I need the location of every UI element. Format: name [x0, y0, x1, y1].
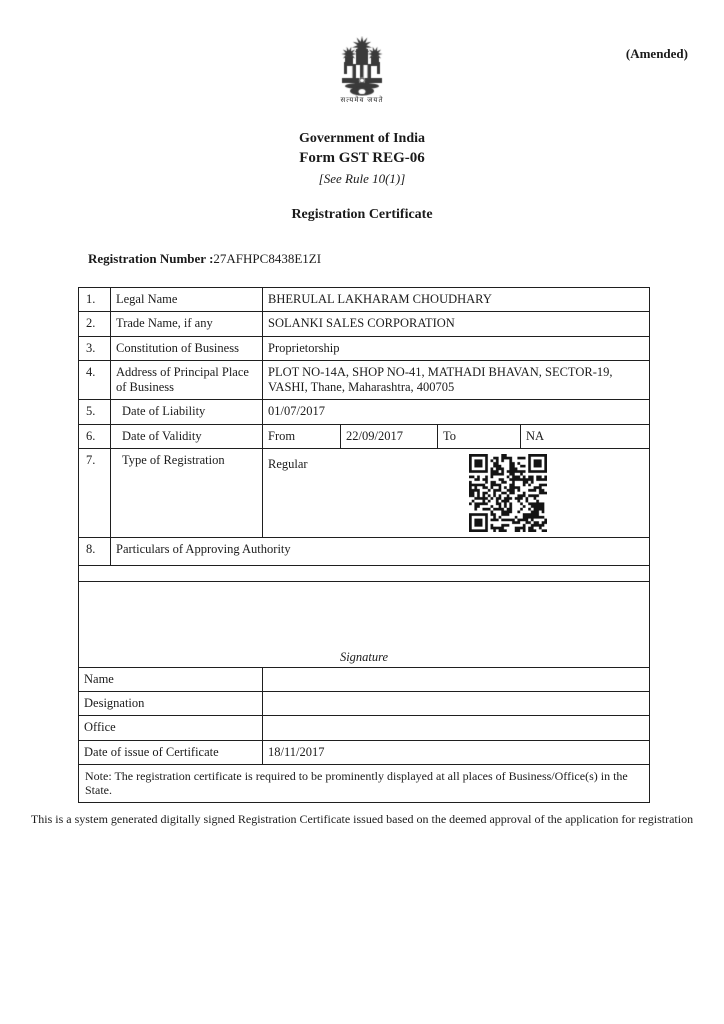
header-government-of-india: Government of India	[299, 131, 425, 146]
signatory-value: 18/11/2017	[263, 740, 650, 764]
validity-to-value: NA	[521, 424, 650, 448]
footer-disclaimer: This is a system generated digitally signed Registration Certificate issued based on the deemed approval of the application for registration	[30, 812, 694, 826]
registration-number-line	[88, 251, 321, 267]
row-serial: 1.	[79, 288, 111, 312]
table-row-empty	[79, 565, 650, 581]
row-label: Constitution of Business	[111, 336, 263, 360]
signatory-value	[263, 692, 650, 716]
row-value	[263, 448, 650, 537]
table-row-approving-authority	[79, 537, 650, 565]
signatory-label: Name	[79, 667, 263, 691]
registration-type-value: Regular	[268, 456, 308, 471]
row-label: Address of Principal Place of Business	[111, 360, 263, 400]
signatory-label: Office	[79, 716, 263, 740]
table-row-trade-name	[79, 312, 650, 336]
signatory-label: Date of issue of Certificate	[79, 740, 263, 764]
india-emblem-icon	[329, 36, 395, 96]
qr-code	[469, 454, 547, 532]
row-label: Date of Liability	[111, 400, 263, 424]
table-row-constitution	[79, 336, 650, 360]
emblem-block	[0, 36, 724, 105]
row-label: Trade Name, if any	[111, 312, 263, 336]
table-row-date-of-validity	[79, 424, 650, 448]
row-value: PLOT NO-14A, SHOP NO-41, MATHADI BHAVAN, SECTOR-19, VASHI, Thane, Maharashtra, 400705	[263, 360, 650, 400]
table-row-address	[79, 360, 650, 400]
row-label: Legal Name	[111, 288, 263, 312]
table-row-legal-name	[79, 288, 650, 312]
row-value: SOLANKI SALES CORPORATION	[263, 312, 650, 336]
row-value: Proprietorship	[263, 336, 650, 360]
row-serial: 4.	[79, 360, 111, 400]
table-row-date-of-issue	[79, 740, 650, 764]
row-label: Type of Registration	[111, 448, 263, 537]
validity-from-label: From	[263, 424, 341, 448]
registration-number-label: Registration Number :	[88, 251, 214, 266]
row-serial: 2.	[79, 312, 111, 336]
page-title: Registration Certificate	[291, 207, 433, 222]
signature-cell	[79, 581, 650, 667]
signature-label: Signature	[339, 649, 389, 664]
row-serial: 6.	[79, 424, 111, 448]
row-label: Particulars of Approving Authority	[111, 537, 650, 565]
table-row-date-of-liability	[79, 400, 650, 424]
table-row-type-of-registration	[79, 448, 650, 537]
validity-from-value: 22/09/2017	[341, 424, 438, 448]
row-serial: 5.	[79, 400, 111, 424]
row-label: Date of Validity	[111, 424, 263, 448]
row-value: 01/07/2017	[263, 400, 650, 424]
table-row-designation	[79, 692, 650, 716]
emblem-motto: सत्यमेव जयते	[340, 96, 384, 104]
table-row-name	[79, 667, 650, 691]
registration-number-value: 27AFHPC8438E1ZI	[213, 251, 322, 266]
validity-to-label: To	[438, 424, 521, 448]
table-row-signature	[79, 581, 650, 667]
empty-cell	[79, 565, 650, 581]
row-serial: 3.	[79, 336, 111, 360]
signatory-label: Designation	[79, 692, 263, 716]
note-text: Note: The registration certificate is required to be prominently displayed at all places of Business/Office(s) in the State.	[79, 764, 650, 802]
row-value: BHERULAL LAKHARAM CHOUDHARY	[263, 288, 650, 312]
amended-label: (Amended)	[625, 46, 688, 61]
header-form-name: Form GST REG-06	[299, 150, 425, 166]
signatory-value	[263, 667, 650, 691]
signatory-value	[263, 716, 650, 740]
row-serial: 8.	[79, 537, 111, 565]
table-row-office	[79, 716, 650, 740]
header-rule-reference: [See Rule 10(1)]	[318, 171, 406, 186]
certificate-table	[78, 287, 650, 803]
table-row-note	[79, 764, 650, 802]
row-serial: 7.	[79, 448, 111, 537]
